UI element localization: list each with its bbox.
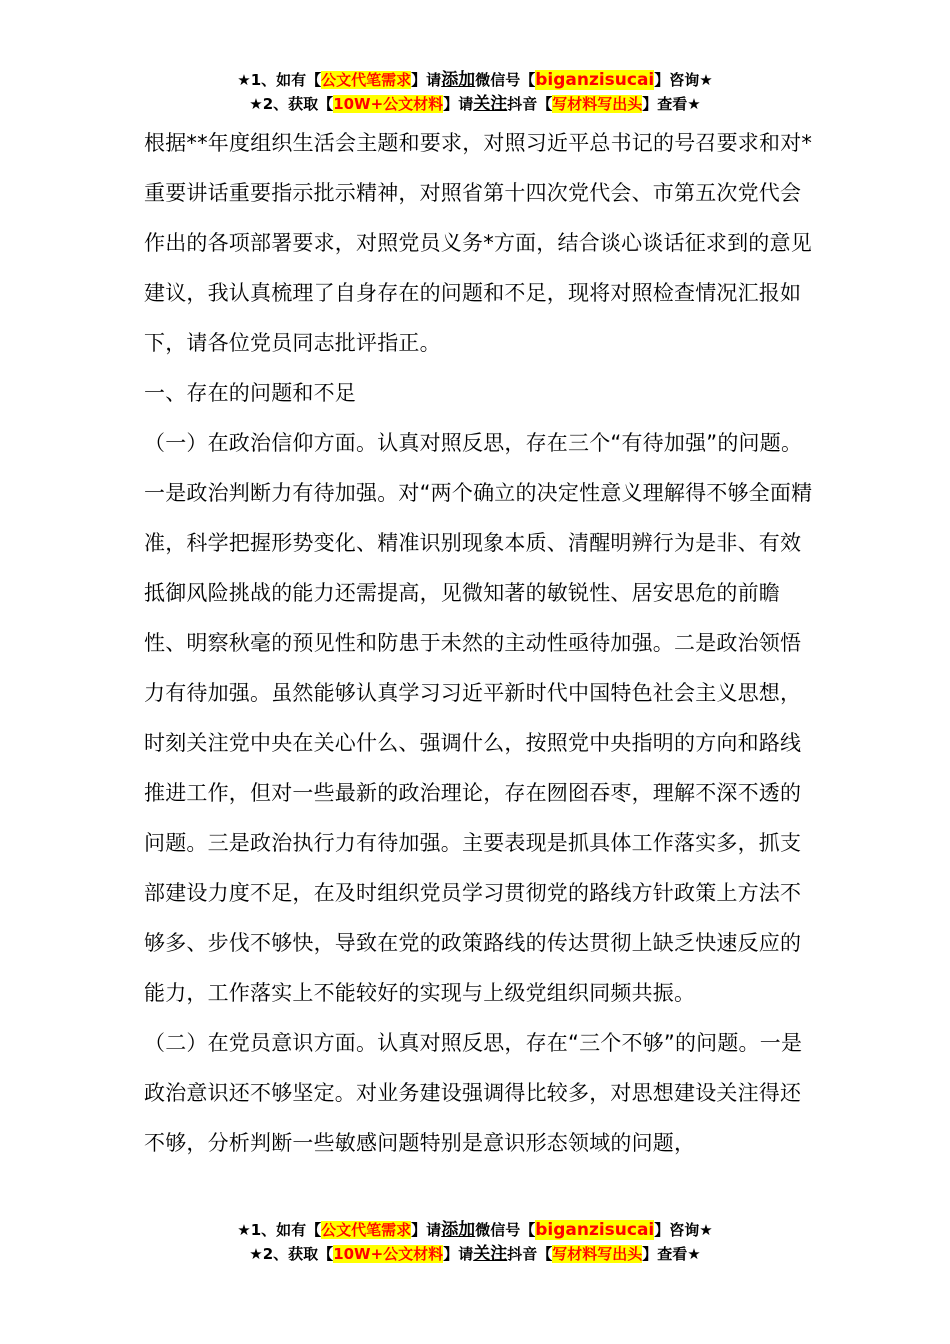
banner-line-1 — [0, 1218, 950, 1242]
banner-line-1 — [0, 68, 950, 92]
banner-highlight: 公文代笔需求 — [321, 71, 412, 89]
banner-text: 抖音【 — [507, 1245, 553, 1263]
banner-douyin-id: 写材料写出头 — [552, 95, 643, 113]
banner-text: 】查看★ — [642, 95, 701, 113]
banner-underline: 关注 — [473, 94, 508, 114]
footer-banner — [0, 1218, 950, 1266]
banner-text: 】请 — [443, 1245, 474, 1263]
banner-highlight: 10W+公文材料 — [333, 1245, 444, 1263]
paragraph-party-awareness: （二）在党员意识方面。认真对照反思，存在“三个不够”的问题。一是政治意识还不够坚定。对业务建设强调得比较多，对思想建设关注得还不够，分析判断一些敏感问题特别是意识形态领域的问题， — [144, 1031, 803, 1155]
banner-highlight: 10W+公文材料 — [333, 95, 444, 113]
banner-text: ★1、如有【 — [237, 1221, 322, 1239]
banner-text: ★2、获取【 — [249, 95, 334, 113]
banner-text: 】查看★ — [642, 1245, 701, 1263]
banner-underline: 添加 — [441, 70, 476, 90]
banner-text: ★1、如有【 — [237, 71, 322, 89]
banner-underline: 关注 — [473, 1244, 508, 1264]
banner-text: 微信号【 — [475, 1221, 536, 1239]
banner-text: ★2、获取【 — [249, 1245, 334, 1263]
banner-wechat-id: biganzisucai — [535, 1220, 655, 1240]
paragraph-political-belief: （一）在政治信仰方面。认真对照反思，存在三个“有待加强”的问题。一是政治判断力有待加强。对“两个确立的决定性意义理解得不够全面精准，科学把握形势变化、精准识别现象本质、清醒明辨行为是非、有效抵御风险挑战的能力还需提高，见微知著的敏锐性、居安思危的前瞻性、明察秋毫的预见性和防患于未然的主动性亟待加强。二是政治领悟力有待加强。虽然能够认真学习习近平新时代中国特色社会主义思想，时刻关注党中央在关心什么、强调什么，按照党中央指明的方向和路线推进工作，但对一些最新的政治理论，存在囫囵吞枣，理解不深不透的问题。三是政治执行力有待加强。主要表现是抓具体工作落实多，抓支部建设力度不足，在及时组织党员学习贯彻党的路线方针政策上方法不够多、步伐不够快，导致在党的政策路线的传达贯彻上缺乏快速反应的能力，工作落实上不能较好的实现与上级党组织同频共振。 — [144, 431, 813, 1005]
banner-highlight: 公文代笔需求 — [321, 1221, 412, 1239]
banner-douyin-id: 写材料写出头 — [552, 1245, 643, 1263]
banner-text: 】请 — [411, 71, 442, 89]
intro-paragraph: 根据**年度组织生活会主题和要求，对照习近平总书记的号召要求和对*重要讲话重要指示批示精神，对照省第十四次党代会、市第五次党代会作出的各项部署要求，对照党员义务*方面，结合谈心谈话征求到的意见建议，我认真梳理了自身存在的问题和不足，现将对照检查情况汇报如下，请各位党员同志批评指正。 — [144, 131, 813, 355]
banner-underline: 添加 — [441, 1220, 476, 1240]
banner-text: 抖音【 — [507, 95, 553, 113]
section-heading: 一、存在的问题和不足 — [144, 381, 356, 405]
header-banner — [0, 68, 950, 116]
banner-text: 】咨询★ — [654, 71, 713, 89]
banner-text: 】请 — [411, 1221, 442, 1239]
banner-text: 】请 — [443, 95, 474, 113]
banner-text: 微信号【 — [475, 71, 536, 89]
banner-text: 】咨询★ — [654, 1221, 713, 1239]
banner-line-2 — [0, 92, 950, 116]
banner-wechat-id: biganzisucai — [535, 70, 655, 90]
document-body — [144, 118, 814, 1168]
banner-line-2 — [0, 1242, 950, 1266]
